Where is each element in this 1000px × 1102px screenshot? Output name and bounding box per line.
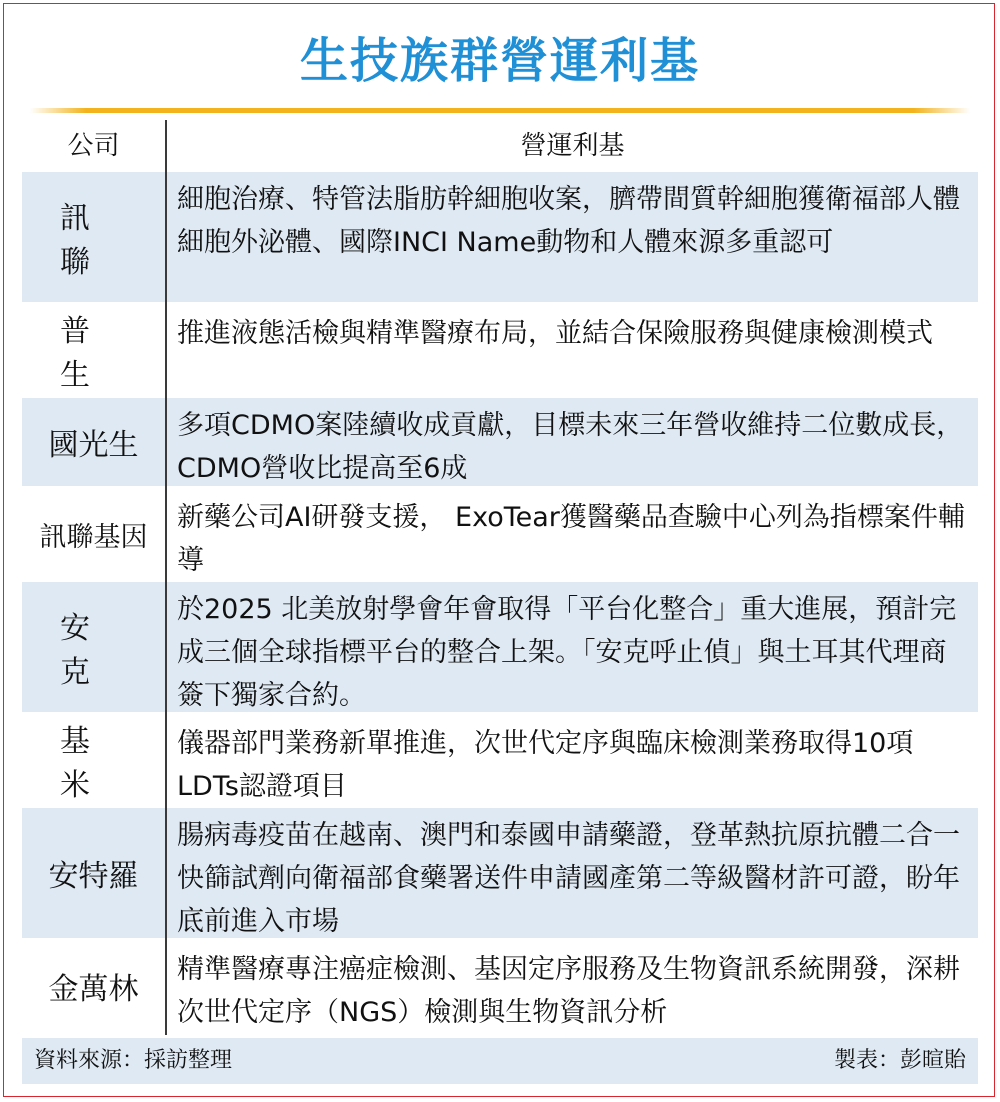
company-advantage: 推進液態活檢與精準醫療布局，並結合保險服務與健康檢測模式 (177, 318, 933, 349)
company-name: 國光生 (22, 398, 165, 486)
table-footer (22, 1038, 978, 1084)
company-advantage: 腸病毒疫苗在越南、澳門和泰國申請藥證，登革熱抗原抗體二合一快篩試劑向衛福部食藥署送件申請國產第二等級醫材許可證，盼年底前進入市場 (167, 808, 978, 938)
company-name: 訊聯基因 (39, 521, 148, 553)
company-advantage: 細胞治療、特管法脂肪幹細胞收案，臍帶間質幹細胞獲衛福部人體細胞外泌體、國際INCI Name動物和人體來源多重認可 (167, 172, 978, 302)
table-title: 生技族群營運利基 (299, 33, 700, 89)
company-name: 安特羅 (22, 808, 165, 938)
source-note: 資料來源：採訪整理 (34, 1048, 233, 1073)
title-underline (30, 108, 970, 113)
company-advantage: 多項CDMO案陸續收成貢獻，目標未來三年營收維持二位數成長，CDMO營收比提高至6成 (167, 398, 978, 486)
company-name: 訊聯 (22, 172, 165, 302)
company-advantage: 儀器部門業務新單推進，次世代定序與臨床檢測業務取得10項LDTs認證項目 (177, 728, 914, 802)
company-name: 金萬林 (48, 972, 139, 1007)
company-name: 普生 (60, 314, 128, 393)
company-advantage: 精準醫療專注癌症檢測、基因定序服務及生物資訊系統開發，深耕次世代定序（NGS）檢測與生物資訊分析 (177, 954, 960, 1028)
company-advantage: 新藥公司AI研發支援， ExoTear獲醫藥品查驗中心列為指標案件輔導 (177, 502, 965, 576)
column-divider (165, 120, 167, 1035)
company-advantage: 於2025 北美放射學會年會取得「平台化整合」重大進展，預計完成三個全球指標平台的整合上架。「安克呼止偵」與土耳其代理商簽下獨家合約。 (167, 582, 978, 712)
company-name: 基米 (60, 724, 128, 803)
maker-note: 製表：彭暄貽 (833, 1048, 966, 1073)
header-operations: 營運利基 (520, 131, 625, 161)
header-company: 公司 (67, 131, 120, 161)
company-name: 安克 (22, 582, 165, 712)
